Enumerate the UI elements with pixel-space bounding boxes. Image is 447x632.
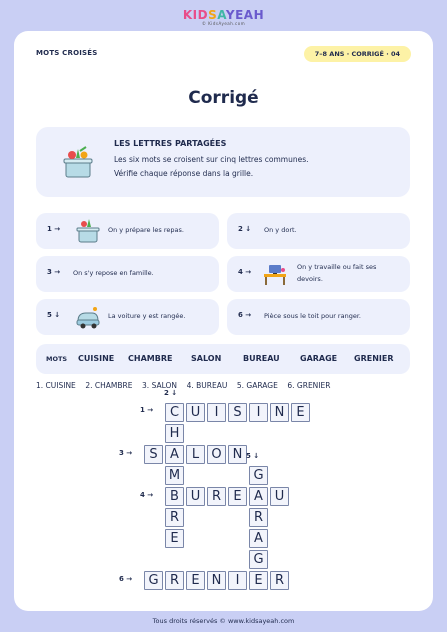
answer-item: 6. GRENIER (287, 381, 331, 390)
word-bank-item: GARAGE (300, 354, 338, 363)
grid-cell: E (186, 571, 205, 590)
word-bank (36, 344, 410, 374)
clue-5: 5 ↓ La voiture y est rangée. (36, 299, 219, 335)
grid-cell: S (228, 403, 247, 422)
answer-item: 1. CUISINE (36, 381, 76, 390)
intro-line-2: Vérifie chaque réponse dans la grille. (114, 169, 254, 178)
grid-cell: R (165, 571, 184, 590)
intro-heading: LES LETTRES PARTAGÉES (114, 139, 227, 148)
logo-tagline: © KidsAyeah.com (201, 21, 246, 26)
grid-cell: R (207, 487, 226, 506)
intro-panel (36, 127, 410, 197)
grid-cell: R (270, 571, 289, 590)
clue-1: 1 → On y prépare les repas. (36, 213, 219, 249)
grid-cell: C (165, 403, 184, 422)
word-bank-item: CHAMBRE (128, 354, 173, 363)
grid-cell: G (249, 466, 268, 485)
grid-cell: E (165, 529, 184, 548)
answer-item: 4. BUREAU (186, 381, 228, 390)
clue-4: 4 → On y travaille ou fait ses devoirs. (227, 256, 410, 292)
vegetable-pot-icon (60, 145, 96, 181)
word-bank-item: SALON (191, 354, 222, 363)
grid-cell: E (291, 403, 310, 422)
copyright-footer: Tous droits réservés © www.kidsayeah.com (152, 617, 295, 625)
grid-cell: A (165, 445, 184, 464)
grid-label-1: 1 → (140, 406, 154, 414)
grid-label-6: 6 → (119, 575, 133, 583)
page-title: Corrigé (188, 88, 259, 108)
level-badge: 7–8 ANS · CORRIGÉ · 04 (304, 46, 411, 62)
grid-cell: A (249, 529, 268, 548)
grid-cell: R (165, 508, 184, 527)
worksheet-type: MOTS CROISÉS (36, 49, 98, 57)
grid-cell: A (249, 487, 268, 506)
car-icon (74, 303, 102, 331)
grid-cell: M (165, 466, 184, 485)
answer-item: 3. SALON (142, 381, 178, 390)
word-bank-item: CUISINE (78, 354, 115, 363)
brand-logo: KIDSAYEAH © KidsAyeah.com (0, 8, 447, 26)
clue-6: 6 → Pièce sous le toit pour ranger. (227, 299, 410, 335)
grid-cell: O (207, 445, 226, 464)
clue-2: 2 ↓ On y dort. (227, 213, 410, 249)
answer-item: 2. CHAMBRE (85, 381, 133, 390)
intro-line-1: Les six mots se croisent sur cinq lettres communes. (114, 155, 309, 164)
clue-3: 3 → On s'y repose en famille. (36, 256, 219, 292)
grid-cell: R (249, 508, 268, 527)
grid-cell: E (249, 571, 268, 590)
grid-cell: E (228, 487, 247, 506)
word-bank-label: MOTS (46, 355, 68, 363)
grid-cell: I (228, 571, 247, 590)
grid-cell: N (207, 571, 226, 590)
desk-icon (261, 260, 289, 288)
cooking-pot-icon (74, 217, 102, 245)
grid-cell: U (186, 487, 205, 506)
grid-label-2: 2 ↓ (164, 389, 178, 397)
grid-label-5: 5 ↓ (246, 452, 260, 460)
grid-cell: U (186, 403, 205, 422)
worksheet-card (14, 31, 433, 611)
grid-cell: H (165, 424, 184, 443)
grid-cell: B (165, 487, 184, 506)
grid-cell: N (228, 445, 247, 464)
grid-cell: G (249, 550, 268, 569)
answer-item: 5. GARAGE (236, 381, 278, 390)
grid-cell: I (249, 403, 268, 422)
word-bank-item: BUREAU (243, 354, 280, 363)
grid-label-4: 4 → (140, 491, 154, 499)
grid-cell: L (186, 445, 205, 464)
grid-cell: U (270, 487, 289, 506)
grid-cell: N (270, 403, 289, 422)
word-bank-item: GRENIER (354, 354, 394, 363)
answer-list (36, 381, 330, 390)
grid-cell: I (207, 403, 226, 422)
grid-label-3: 3 → (119, 449, 133, 457)
grid-cell: S (144, 445, 163, 464)
grid-cell: G (144, 571, 163, 590)
